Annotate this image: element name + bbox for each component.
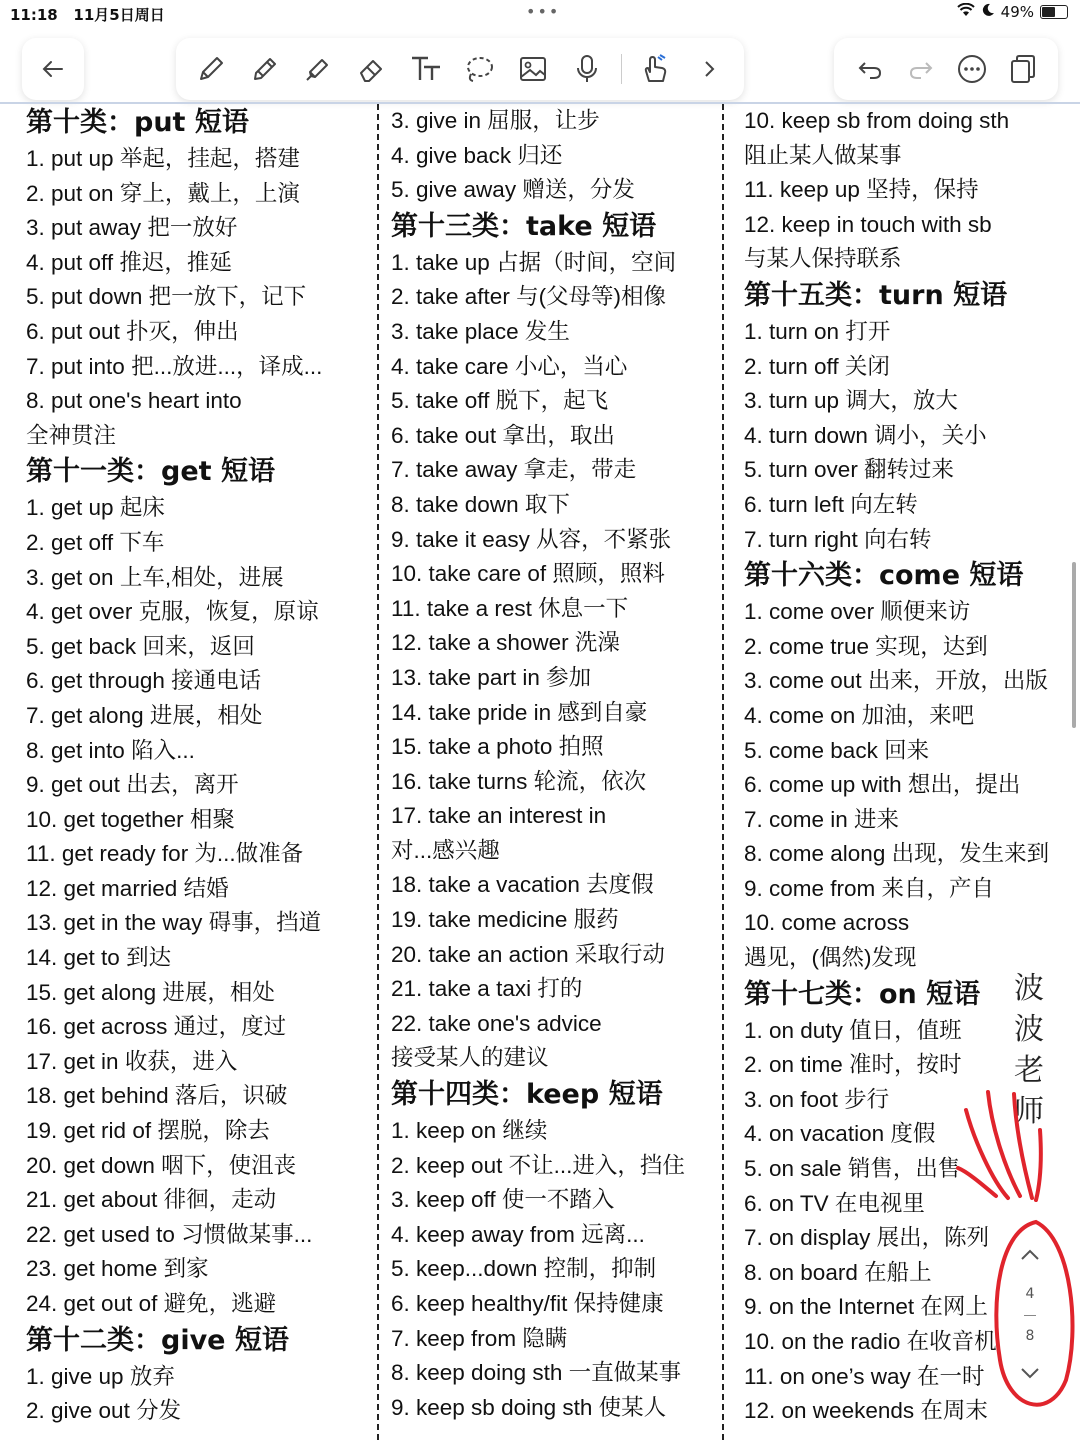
image-icon[interactable] [513,49,553,89]
phrase-line: 2. keep out 不让...进入，挡住 [391,1152,685,1178]
note-column-2 [391,104,719,1440]
phrase-line: 9. get out 出去，离开 [26,772,239,798]
mic-icon[interactable] [567,49,607,89]
phrase-line: 7. put into 把...放进...，译成... [26,353,323,379]
status-date: 11月5日周日 [73,6,165,24]
phrase-line: 6. put out 扑灭，伸出 [26,318,239,344]
action-tools [834,38,1058,100]
phrase-line: 3. keep off 使一不踏入 [391,1187,615,1213]
current-page-number: 4 [1025,1286,1035,1302]
phrase-line: 1. on duty 值日，值班 [744,1017,962,1043]
column-divider [377,104,379,1440]
chevron-up-icon[interactable] [1018,1246,1042,1268]
status-bar [0,0,1080,28]
phrase-line: 4. give back 归还 [391,142,563,168]
phrase-line: 3. turn up 调大，放大 [744,388,958,414]
phrase-line: 13. get in the way 碍事，挡道 [26,910,322,936]
phrase-line: 对...感兴趣 [391,837,500,863]
phrase-line: 6. turn left 向左转 [744,491,918,517]
phrase-line: 23. get home 到家 [26,1256,209,1282]
phrase-line: 2. come true 实现，达到 [744,633,988,659]
battery-percent: 49% [1000,3,1034,21]
phrase-line: 7. on display 展出，陈列 [744,1225,990,1251]
phrase-line: 21. take a taxi 打的 [391,976,583,1002]
phrase-line: 22. get used to 习惯做某事... [26,1221,313,1247]
phrase-line: 11. take a rest 休息一下 [391,595,629,621]
phrase-line: 7. get along 进展，相处 [26,702,263,728]
phrase-line: 4. come on 加油，来吧 [744,702,975,728]
phrase-line: 4. put off 推迟，推延 [26,249,232,275]
signature-char: 老 [1014,1053,1044,1088]
handwritten-signature [1004,968,1054,1132]
phrase-line: 18. get behind 落后，识破 [26,1083,288,1109]
phrase-line: 2. get off 下车 [26,529,165,555]
phrase-line: 8. on board 在船上 [744,1259,932,1285]
phrase-line: 6. get through 接通电话 [26,668,262,694]
phrase-line: 20. get down 咽下，使沮丧 [26,1152,297,1178]
phrase-line: 2. take after 与(父母等)相像 [391,284,667,310]
phrase-line: 4. on vacation 度假 [744,1121,936,1147]
section-heading: 第十四类：keep 短语 [391,1079,663,1111]
phrase-line: 12. on weekends 在周末 [744,1398,988,1424]
phrase-line: 10. get together 相聚 [26,806,235,832]
phrase-line: 8. take down 取下 [391,491,570,517]
phrase-line: 7. keep from 隐瞒 [391,1325,568,1351]
section-heading: 第十六类：come 短语 [744,560,1024,592]
section-heading: 第十一类：get 短语 [26,456,275,488]
phrase-line: 12. get married 结婚 [26,875,229,901]
phrase-line: 14. get to 到达 [26,945,172,971]
phrase-line: 4. take care 小心，当心 [391,353,628,379]
pages-icon[interactable] [1003,49,1043,89]
phrase-line: 15. get along 进展，相处 [26,979,275,1005]
signature-char: 师 [1014,1094,1044,1129]
redo-icon[interactable] [901,49,941,89]
phrase-line: 1. take up 占据（时间，空间 [391,249,677,275]
highlighter-icon[interactable] [298,49,338,89]
phrase-line: 4. turn down 调小，关小 [744,422,987,448]
phrase-line: 6. keep healthy/fit 保持健康 [391,1291,664,1316]
signature-char: 波 [1014,971,1044,1006]
phrase-line: 5. get back 回来，返回 [26,633,255,659]
status-indicators [957,3,1068,21]
phrase-line: 17. get in 收获，进入 [26,1048,238,1074]
phrase-line: 1. turn on 打开 [744,318,891,344]
multitask-dots-icon[interactable]: ••• [526,2,561,21]
phrase-line: 6. on TV 在电视里 [744,1190,925,1216]
more-icon[interactable] [952,49,992,89]
phrase-line: 14. take pride in 感到自豪 [391,699,648,725]
phrase-line: 8. keep doing sth 一直做某事 [391,1360,682,1386]
phrase-line: 10. keep sb from doing sth [744,108,1010,133]
pencil-icon[interactable] [245,49,285,89]
phrase-line: 21. get about 徘徊，走动 [26,1187,277,1213]
phrase-line: 12. keep in touch with sb [744,211,992,237]
battery-icon [1040,5,1068,19]
phrase-line: 2. put on 穿上，戴上，上演 [26,180,300,206]
phrase-line: 遇见，(偶然)发现 [744,945,917,971]
phrase-line: 12. take a shower 洗澡 [391,630,620,656]
phrase-line: 5. turn over 翻转过来 [744,457,955,483]
phrase-line: 5. give away 赠送，分发 [391,177,635,203]
page-separator [1024,1315,1036,1316]
phrase-line: 2. turn off 关闭 [744,353,890,379]
chevron-right-icon[interactable] [689,49,729,89]
phrase-line: 6. take out 拿出，取出 [391,422,615,448]
phrase-line: 3. come out 出来，开放，出版 [744,668,1048,694]
phrase-line: 4. get over 克服，恢复，原谅 [26,599,319,625]
phrase-line: 1. keep on 继续 [391,1118,548,1144]
phrase-line: 接受某人的建议 [391,1045,549,1071]
phrase-line: 2. give out 分发 [26,1398,182,1424]
section-heading: 第十类：put 短语 [26,107,249,138]
phrase-line: 18. take a vacation 去度假 [391,872,654,898]
phrase-line: 3. take place 发生 [391,318,570,344]
phrase-line: 19. get rid of 摆脱，除去 [26,1118,270,1144]
phrase-line: 3. put away 把一放好 [26,215,238,241]
phrase-line: 8. get into 陷入... [26,737,195,763]
phrase-line: 10. on the radio 在收音机 [744,1329,997,1354]
phrase-line: 10. come across [744,910,910,936]
note-column-1 [26,104,371,1440]
phrase-line: 15. take a photo 拍照 [391,734,604,760]
phrase-line: 11. keep up 坚持，保持 [744,177,979,203]
wifi-icon [957,3,975,21]
battery-fill [1042,7,1055,17]
column-divider [722,104,724,1440]
eraser-icon[interactable] [352,49,392,89]
phrase-line: 7. take away 拿走，带走 [391,457,637,483]
phrase-line: 5. come back 回来 [744,737,930,763]
phrase-line: 16. get across 通过，度过 [26,1014,287,1040]
phrase-line: 1. get up 起床 [26,495,165,521]
phrase-line: 6. come up with 想出，提出 [744,772,1021,798]
phrase-line: 10. take care of 照顾，照料 [391,561,665,587]
phrase-line: 5. on sale 销售，出售 [744,1156,961,1182]
phrase-line: 4. keep away from 远离... [391,1221,645,1247]
section-heading: 第十二类：give 短语 [26,1324,289,1356]
phrase-line: 7. turn right 向右转 [744,526,932,552]
phrase-line: 3. get on 上车,相处，进展 [26,564,284,590]
toolbar [0,34,1080,100]
phrase-line: 22. take one's advice [391,1010,602,1036]
moon-icon [981,3,995,21]
toolbar-separator [621,54,622,84]
page-navigator [1010,1240,1050,1400]
phrase-line: 11. get ready for 为...做准备 [26,841,304,867]
phrase-line: 1. give up 放弃 [26,1363,175,1389]
phrase-line: 24. get out of 避免，逃避 [26,1291,277,1316]
drawing-tools [176,38,744,100]
phrase-line: 13. take part in 参加 [391,664,592,690]
phrase-line: 3. on foot 步行 [744,1086,890,1112]
status-time [10,4,165,25]
total-pages-number: 8 [1025,1328,1035,1344]
arrow-left-icon [33,49,73,89]
section-heading: 第十五类：turn 短语 [744,279,1008,311]
chevron-down-icon[interactable] [1018,1364,1042,1386]
section-heading: 第十七类：on 短语 [744,978,981,1010]
phrase-line: 5. take off 脱下，起飞 [391,388,609,414]
scroll-indicator[interactable] [1072,562,1076,728]
text-tool-icon[interactable] [406,49,446,89]
phrase-line: 8. put one's heart into [26,388,242,414]
signature-char: 波 [1014,1012,1044,1047]
phrase-line: 9. take it easy 从容，不紧张 [391,526,672,552]
phrase-line: 3. give in 屈服，让步 [391,108,600,133]
undo-icon[interactable] [850,49,890,89]
phrase-line: 9. keep sb doing sth 使某人 [391,1394,667,1420]
phrase-line: 阻止某人做某事 [744,142,902,168]
phrase-line: 5. keep...down 控制，抑制 [391,1256,657,1282]
phrase-line: 11. on one’s way 在一时 [744,1363,985,1389]
phrase-line: 2. on time 准时，按时 [744,1052,962,1078]
back-button[interactable] [22,38,84,100]
phrase-line: 17. take an interest in [391,803,607,829]
phrase-line: 9. on the Internet 在网上 [744,1294,988,1320]
phrase-line: 7. come in 进来 [744,806,900,832]
section-heading: 第十三类：take 短语 [391,210,657,242]
phrase-line: 19. take medicine 服药 [391,907,619,933]
phrase-line: 9. come from 来自，产自 [744,875,995,901]
phrase-line: 20. take an action 采取行动 [391,941,665,967]
phrase-line: 全神贯注 [26,422,117,448]
lasso-icon[interactable] [459,49,499,89]
phrase-line: 5. put down 把一放下，记下 [26,284,307,310]
phrase-line: 1. put up 举起，挂起，搭建 [26,146,300,171]
phrase-line: 16. take turns 轮流，依次 [391,768,647,794]
touch-hand-icon[interactable] [635,49,675,89]
phrase-line: 1. come over 顺便来访 [744,599,971,625]
status-clock: 11:18 [10,6,58,24]
pen-icon[interactable] [191,49,231,89]
phrase-line: 8. come along 出现，发生来到 [744,841,1050,867]
phrase-line: 与某人保持联系 [744,246,902,272]
